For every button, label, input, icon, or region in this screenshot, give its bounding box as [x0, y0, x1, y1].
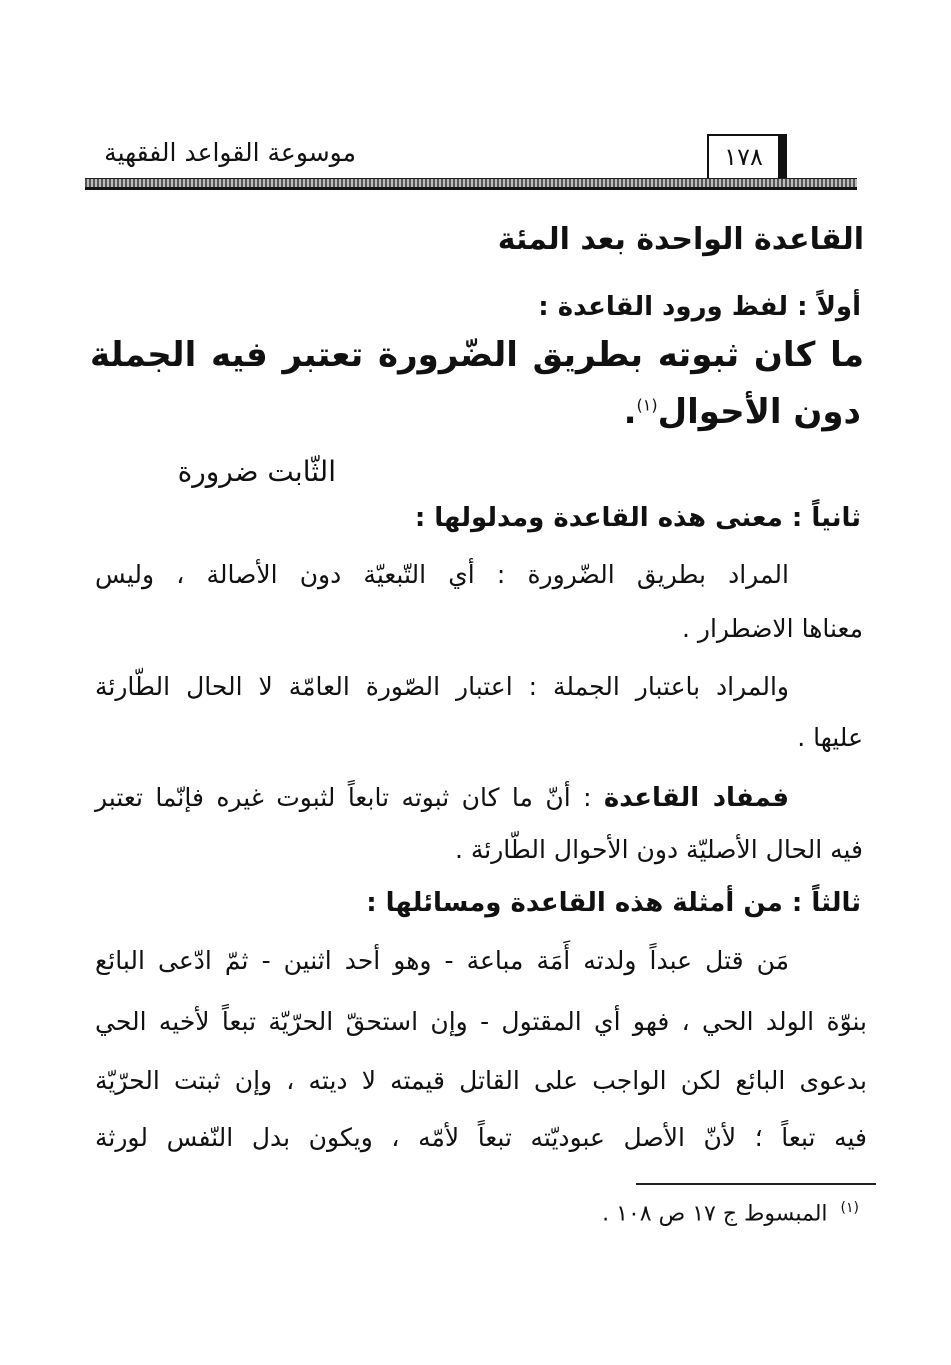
footnote-reference: (١): [636, 395, 658, 415]
rule-period: .: [623, 392, 637, 432]
paragraph-lead-term: فمفاد القاعدة: [603, 783, 789, 813]
paragraph-line: [95, 783, 789, 813]
dictum-phrase: الثّابت ضرورة: [177, 455, 336, 488]
paragraph-line: فيه تبعاً ؛ لأنّ الأصل عبوديّته تبعاً لأمّه ، ويكون بدل النّفس لورثة: [95, 1123, 867, 1152]
rule-statement-text: دون الأحوال: [657, 392, 861, 432]
footnote: [602, 1200, 859, 1226]
paragraph-line: فيه الحال الأصليّة دون الأحوال الطّارئة .: [454, 835, 863, 864]
paragraph-line: عليها .: [797, 723, 863, 752]
paragraph-line: المراد بطريق الضّرورة : أي التّبعيّة دون الأصالة ، وليس: [95, 560, 789, 589]
paragraph-line: والمراد باعتبار الجملة : اعتبار الصّورة العامّة لا الحال الطّارئة: [95, 672, 789, 701]
page-number: ١٧٨: [724, 143, 763, 171]
paragraph-line: بنوّة الولد الحي ، فهو أي المقتول - وإن استحقّ الحرّيّة تبعاً لأخيه الحي: [95, 1007, 867, 1036]
section-heading-third: ثالثاً : من أمثلة هذه القاعدة ومسائلها :: [366, 888, 861, 918]
footnote-mark: (١): [840, 1200, 859, 1216]
paragraph-text: : أنّ ما كان ثبوته تابعاً لثبوت غيره فإنّما تعتبر: [95, 783, 592, 812]
paragraph-line: مَن قتل عبداً ولدته أَمَة مباعة - وهو أحد اثنين - ثمّ ادّعى البائع: [95, 946, 789, 975]
header-divider: [85, 178, 857, 190]
rule-statement-line-1: ما كان ثبوته بطريق الضّرورة تعتبر فيه الجملة: [90, 335, 864, 375]
rule-statement-line-2: [624, 392, 861, 432]
footnote-separator: [636, 1183, 876, 1185]
section-heading-first: أولاً : لفظ ورود القاعدة :: [538, 292, 861, 322]
running-header-book-title: موسوعة القواعد الفقهية: [104, 138, 356, 167]
paragraph-line: معناها الاضطرار .: [681, 614, 863, 643]
paragraph-line: بدعوى البائع لكن الواجب على القاتل قيمته لا ديته ، وإن ثبتت الحرّيّة: [95, 1066, 867, 1095]
section-heading-second: ثانياً : معنى هذه القاعدة ومدلولها :: [414, 503, 861, 533]
footnote-text: المبسوط ج ١٧ ص ١٠٨ .: [602, 1201, 828, 1227]
rule-title: القاعدة الواحدة بعد المئة: [497, 222, 864, 257]
page-number-box: [707, 134, 787, 178]
